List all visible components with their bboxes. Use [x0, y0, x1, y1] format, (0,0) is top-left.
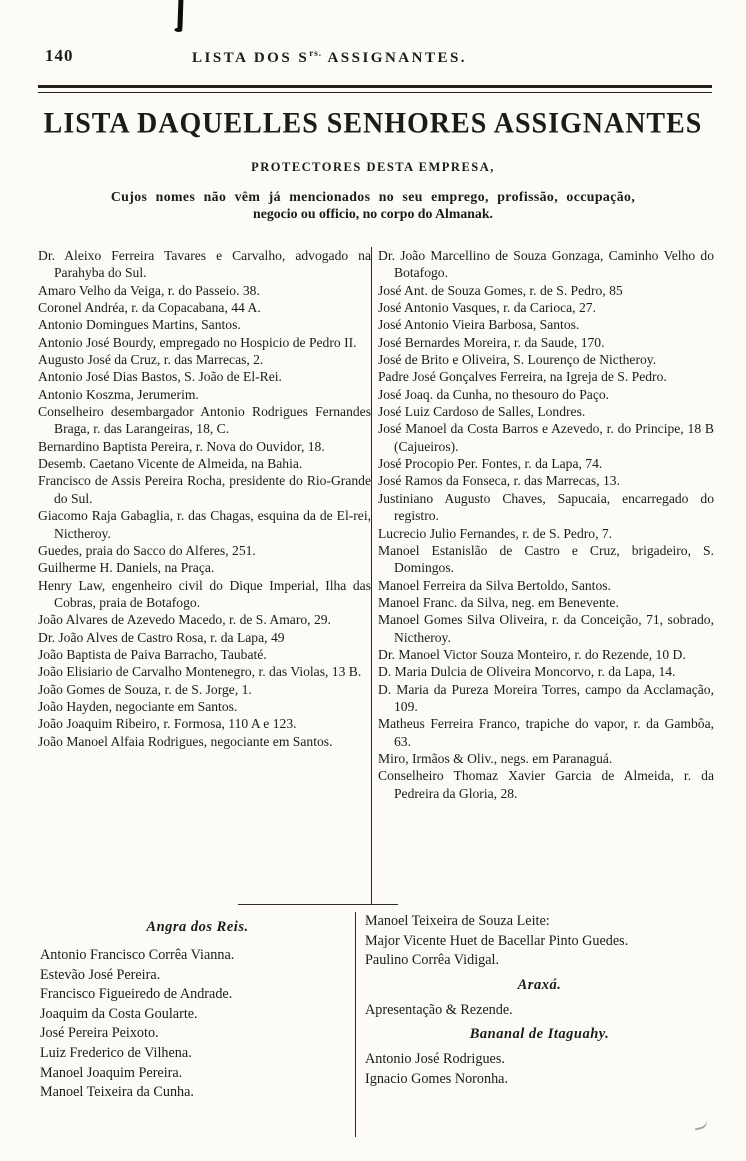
section-angra-list — [40, 946, 355, 1103]
running-header-text-2: ASSIGNANTES. — [322, 50, 468, 66]
directory-entry: Dr. Aleixo Ferreira Tavares e Carvalho, advogado na Parahyba do Sul. — [38, 248, 371, 281]
section-divider-rule — [238, 904, 398, 905]
section-heading-bananal: Bananal de Itaguahy. — [469, 1026, 610, 1043]
local-sections-columns — [38, 912, 714, 1137]
subscriber-entry: Manoel Joaquim Pereira. — [40, 1064, 183, 1081]
directory-entry: José Manoel da Costa Barros e Azevedo, r. do Principe, 18 B (Cajueiros). — [378, 421, 714, 454]
subscriber-entry: Antonio José Rodrigues. — [365, 1051, 505, 1068]
section-araxa-list — [365, 1001, 714, 1021]
directory-entry: Miro, Irmãos & Oliv., negs. em Paranaguá. — [378, 750, 613, 766]
directory-entry: Giacomo Raja Gabaglia, r. das Chagas, esquina da de El-rei, Nictheroy. — [38, 508, 371, 541]
directory-entry: Padre José Gonçalves Ferreira, na Igreja de S. Pedro. — [378, 369, 667, 385]
directory-entry: José Antonio Vieira Barbosa, Santos. — [378, 317, 580, 333]
directory-entry: Guedes, praia do Sacco do Alferes, 251. — [38, 542, 256, 558]
subscriber-entry: Paulino Corrêa Vidigal. — [365, 952, 500, 969]
directory-entry: Conselheiro Thomaz Xavier Garcia de Almeida, r. da Pedreira da Gloria, 28. — [378, 768, 714, 801]
subscriber-entry: Manoel Teixeira de Souza Leite: — [365, 913, 550, 929]
subscriber-entry: Ignacio Gomes Noronha. — [365, 1070, 509, 1087]
ink-stroke-artifact — [177, 0, 183, 30]
directory-entry: João Hayden, negociante em Santos. — [38, 698, 238, 714]
directory-entry: Amaro Velho da Veiga, r. do Passeio. 38. — [38, 282, 260, 298]
section-heading-angra: Angra dos Reis. — [146, 919, 249, 935]
subscriber-entry: Antonio Francisco Corrêa Vianna. — [40, 947, 235, 963]
directory-entry: Dr. Manoel Victor Souza Monteiro, r. do Rezende, 10 D. — [378, 646, 686, 662]
directory-entry: Coronel Andréa, r. da Copacabana, 44 A. — [38, 300, 261, 316]
page-title: LISTA DAQUELLES SENHORES ASSIGNANTES — [43, 107, 703, 140]
section-angra-column — [38, 912, 355, 1137]
subscriber-entry: José Pereira Peixoto. — [40, 1025, 159, 1042]
section-heading-araxa: Araxá. — [517, 976, 562, 993]
directory-entry: Manoel Franc. da Silva, neg. em Benevente. — [378, 594, 619, 610]
directory-entry: João Gomes de Souza, r. de S. Jorge, 1. — [38, 681, 252, 697]
directory-entry: João Alvares de Azevedo Macedo, r. de S. Amaro, 29. — [38, 612, 331, 628]
directory-entry: José Bernardes Moreira, r. da Saude, 170. — [378, 334, 605, 350]
directory-entry: Bernardino Baptista Pereira, r. Nova do Ouvidor, 18. — [38, 438, 325, 454]
subscriber-entry: Luiz Frederico de Vilhena. — [40, 1044, 192, 1061]
directory-entry: Guilherme H. Daniels, na Praça. — [38, 560, 215, 576]
directory-entry: Francisco de Assis Pereira Rocha, presidente do Rio-Grande do Sul. — [38, 473, 371, 506]
directory-entry: João Baptista de Paiva Barracho, Taubaté. — [38, 646, 267, 662]
directory-right-column — [371, 247, 714, 905]
running-header-superscript: rs. — [309, 48, 323, 58]
directory-entry: Matheus Ferreira Franco, trapiche do vapor, r. da Gambôa, 63. — [378, 716, 714, 749]
directory-entry: Manoel Gomes Silva Oliveira, r. da Conceição, 71, sobrado, Nictheroy. — [378, 612, 714, 645]
directory-entry: João Manoel Alfaia Rodrigues, negociante em Santos. — [38, 733, 333, 749]
directory-entry: Antonio Koszma, Jerumerim. — [38, 386, 199, 402]
subscriber-entry: Joaquim da Costa Goularte. — [40, 1005, 198, 1022]
section-bananal-list — [365, 1050, 714, 1089]
intro-line-2: negocio ou officio, no corpo do Almanak. — [253, 206, 493, 221]
subscriber-entry: Major Vicente Huet de Bacellar Pinto Guedes. — [365, 932, 629, 949]
directory-entry: Dr. João Alves de Castro Rosa, r. da Lapa, 49 — [38, 629, 285, 645]
page-subtitle: PROTECTORES DESTA EMPRESA, — [251, 160, 495, 174]
directory-entry: Manoel Estanislão de Castro e Cruz, brigadeiro, S. Domingos. — [378, 542, 714, 576]
directory-entry: D. Maria Dulcia de Oliveira Moncorvo, r. da Lapa, 14. — [378, 664, 676, 680]
directory-entry: D. Maria da Pureza Moreira Torres, campo da Acclamação, 109. — [378, 681, 714, 714]
subscriber-entry: Francisco Figueiredo de Andrade. — [40, 986, 233, 1003]
intro-paragraph — [24, 188, 722, 222]
directory-entry: Henry Law, engenheiro civil do Dique Imperial, Ilha das Cobras, praia de Botafogo. — [38, 577, 371, 610]
directory-entry: José Procopio Per. Fontes, r. da Lapa, 74. — [378, 456, 603, 472]
subscriber-entry: Manoel Teixeira da Cunha. — [40, 1084, 194, 1101]
directory-entry: José Antonio Vasques, r. da Carioca, 27. — [378, 300, 596, 316]
angra-continued-list — [365, 912, 714, 971]
subscriber-entry: Apresentação & Rezende. — [365, 1001, 513, 1018]
directory-entry: Antonio Domingues Martins, Santos. — [38, 317, 241, 333]
directory-left-column — [38, 247, 371, 905]
directory-entry: Augusto José da Cruz, r. das Marrecas, 2. — [38, 352, 264, 368]
directory-entry: José Ramos da Fonseca, r. das Marrecas, 13. — [378, 473, 620, 489]
header-double-rule — [38, 85, 712, 93]
intro-line-1: Cujos nomes não vêm já mencionados no seu emprego, profissão, occupação, — [110, 189, 636, 204]
directory-entry: Lucrecio Julio Fernandes, r. de S. Pedro, 7. — [378, 525, 613, 541]
directory-entry: Desemb. Caetano Vicente de Almeida, na Bahia. — [38, 456, 303, 472]
directory-entry: José Joaq. da Cunha, no thesouro do Paço. — [378, 386, 610, 402]
directory-columns — [38, 247, 714, 905]
directory-entry: Antonio José Dias Bastos, S. João de El-Rei. — [38, 369, 282, 385]
directory-entry: Antonio José Bourdy, empregado no Hospicio de Pedro II. — [38, 334, 357, 350]
directory-entry: José Luiz Cardoso de Salles, Londres. — [378, 404, 586, 420]
section-right-column — [355, 912, 714, 1137]
directory-entry: Dr. João Marcellino de Souza Gonzaga, Caminho Velho do Botafogo. — [378, 248, 714, 281]
directory-entry: João Joaquim Ribeiro, r. Formosa, 110 A e 123. — [38, 716, 297, 732]
running-header — [192, 48, 467, 67]
directory-entry: Manoel Ferreira da Silva Bertoldo, Santos. — [378, 577, 611, 593]
directory-entry: Conselheiro desembargador Antonio Rodrigues Fernandes Braga, r. das Larangeiras, 18, C. — [38, 404, 371, 437]
directory-entry: João Elisiario de Carvalho Montenegro, r. das Violas, 13 B. — [38, 664, 362, 680]
directory-entry: Justiniano Augusto Chaves, Sapucaia, encarregado do registro. — [378, 490, 714, 524]
subscriber-entry: Estevão José Pereira. — [40, 966, 161, 983]
directory-entry: José de Brito e Oliveira, S. Lourenço de Nictheroy. — [378, 352, 657, 368]
running-header-text: LISTA DOS S — [192, 50, 310, 66]
directory-entry: José Ant. de Souza Gomes, r. de S. Pedro, 85 — [378, 282, 623, 298]
page-number: 140 — [45, 46, 74, 65]
